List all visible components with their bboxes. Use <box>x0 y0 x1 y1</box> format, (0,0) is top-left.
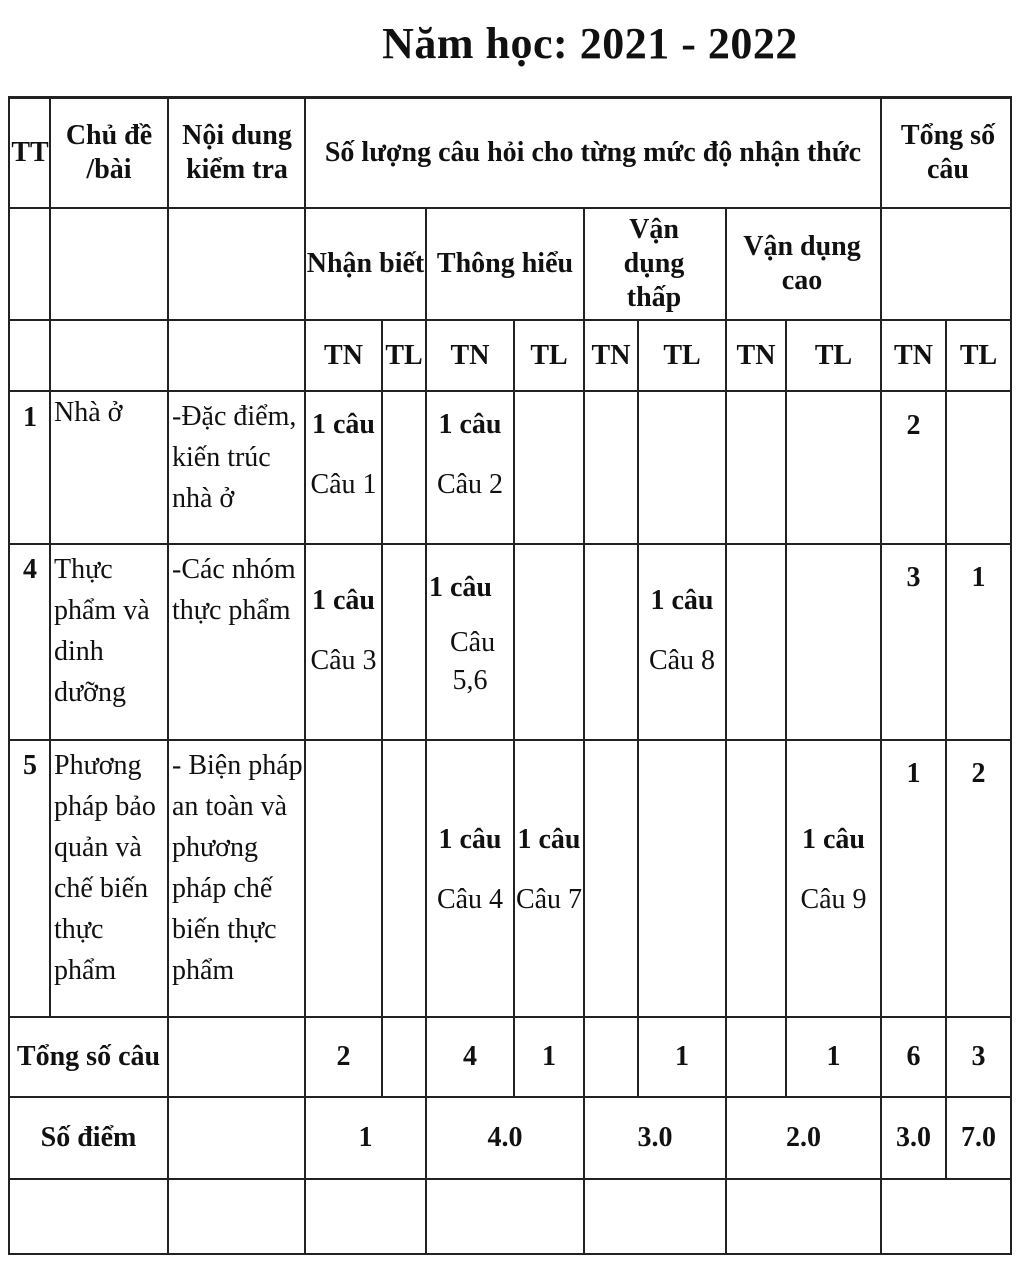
points-vdc: 2.0 <box>786 1122 821 1153</box>
row3-topic: Phương pháp bảo quản và chế biến thực phẩm <box>54 750 156 986</box>
table-line <box>8 1178 1012 1180</box>
row3-content: - Biện pháp an toàn và phương pháp chế biến thực phẩm <box>172 750 303 986</box>
question-count: 1 câu <box>438 409 502 440</box>
points-total-tl: 7.0 <box>961 1122 996 1153</box>
question-count: 1 câu <box>438 824 502 855</box>
totals-nb-tn: 2 <box>336 1041 351 1072</box>
row2-topic: Thực phẩm và dinh dưỡng <box>54 554 150 708</box>
question-ref: Câu 8 <box>648 645 716 676</box>
col-total-tn: TN <box>894 339 933 371</box>
question-count: 1 câu <box>650 585 714 616</box>
row1-tt: 1 <box>23 402 37 433</box>
question-ref: Câu 1 <box>310 469 377 500</box>
row3-vdc-tl-cell <box>787 815 880 925</box>
totals-total-tl: 3 <box>971 1041 986 1072</box>
question-ref: Câu 2 <box>436 469 504 500</box>
row2-total-tn: 3 <box>906 562 921 593</box>
table-line <box>785 319 787 1097</box>
table-line <box>637 319 639 1097</box>
row3-th-tn-cell <box>427 815 513 925</box>
header-tt: TT <box>11 137 49 168</box>
header-levels-title: Số lượng câu hỏi cho từng mức độ nhận thức <box>324 137 862 168</box>
col-th-tl: TL <box>530 339 568 371</box>
col-total-tl: TL <box>959 339 998 371</box>
row3-total-tn: 1 <box>906 758 921 789</box>
row3-th-tl-cell <box>515 815 583 925</box>
points-th: 4.0 <box>487 1122 523 1153</box>
col-vdc-tn: TN <box>736 339 776 371</box>
totals-label: Tổng số câu <box>16 1041 161 1072</box>
level-van-dung-thap: Vận dụng thấp <box>623 214 685 313</box>
row1-topic: Nhà ở <box>54 397 123 428</box>
col-vdc-tl: TL <box>814 339 853 371</box>
col-vdt-tn: TN <box>591 339 631 371</box>
question-count: 1 câu <box>312 409 375 440</box>
row3-tt: 5 <box>23 750 37 781</box>
totals-th-tl: 1 <box>542 1041 556 1072</box>
table-line <box>8 390 1012 392</box>
totals-th-tn: 4 <box>463 1041 477 1072</box>
header-total: Tổng số câu <box>900 120 996 185</box>
row3-total-tl: 2 <box>971 758 986 789</box>
question-ref: Câu 4 <box>436 884 504 915</box>
totals-total-tn: 6 <box>906 1041 921 1072</box>
row2-vdt-tl-cell <box>639 576 725 686</box>
row1-total-tn: 2 <box>906 410 921 441</box>
question-count: 1 câu <box>312 585 375 616</box>
totals-vdt-tl: 1 <box>675 1041 689 1072</box>
row1-nb-tn-cell <box>306 400 381 510</box>
row2-th-tn-cell <box>427 558 513 708</box>
points-total-tn: 3.0 <box>896 1122 931 1153</box>
table-line <box>1010 96 1012 1255</box>
col-nb-tn: TN <box>324 339 363 371</box>
table-line <box>8 1253 1012 1255</box>
col-nb-tl: TL <box>385 339 423 371</box>
totals-vdc-tl: 1 <box>826 1041 841 1072</box>
header-content: Nội dung kiểm tra <box>182 120 292 185</box>
row2-nb-tn-cell <box>306 576 381 686</box>
header-topic: Chủ đề /bài <box>65 120 153 185</box>
level-thong-hieu: Thông hiểu <box>436 248 574 279</box>
question-ref: Câu 5,6 <box>450 627 496 696</box>
level-nhan-biet: Nhận biết <box>306 248 425 279</box>
table-line <box>8 739 1012 741</box>
points-vdt: 3.0 <box>637 1122 673 1153</box>
row2-tt: 4 <box>23 554 37 585</box>
question-ref: Câu 3 <box>310 645 377 676</box>
question-count: 1 câu <box>517 824 581 855</box>
row2-total-tl: 1 <box>971 562 986 593</box>
row1-total-tl <box>947 404 1010 448</box>
table-line <box>513 319 515 1097</box>
page-title: Năm học: 2021 - 2022 <box>382 19 798 68</box>
question-count: 1 câu <box>802 824 865 855</box>
points-nb: 1 <box>358 1122 373 1153</box>
row1-th-tn-cell <box>427 400 513 510</box>
table-line <box>381 319 383 1097</box>
table-line <box>8 543 1012 545</box>
question-count: 1 câu <box>429 572 492 603</box>
level-van-dung-cao: Vận dụng cao <box>743 231 861 296</box>
row2-content: -Các nhóm thực phẩm <box>172 554 296 626</box>
col-vdt-tl: TL <box>663 339 701 371</box>
col-th-tn: TN <box>450 339 490 371</box>
question-ref: Câu 9 <box>800 884 867 915</box>
question-ref: Câu 7 <box>515 884 583 915</box>
points-label: Số điểm <box>40 1122 137 1153</box>
row1-content: -Đặc điểm, kiến trúc nhà ở <box>172 401 297 514</box>
